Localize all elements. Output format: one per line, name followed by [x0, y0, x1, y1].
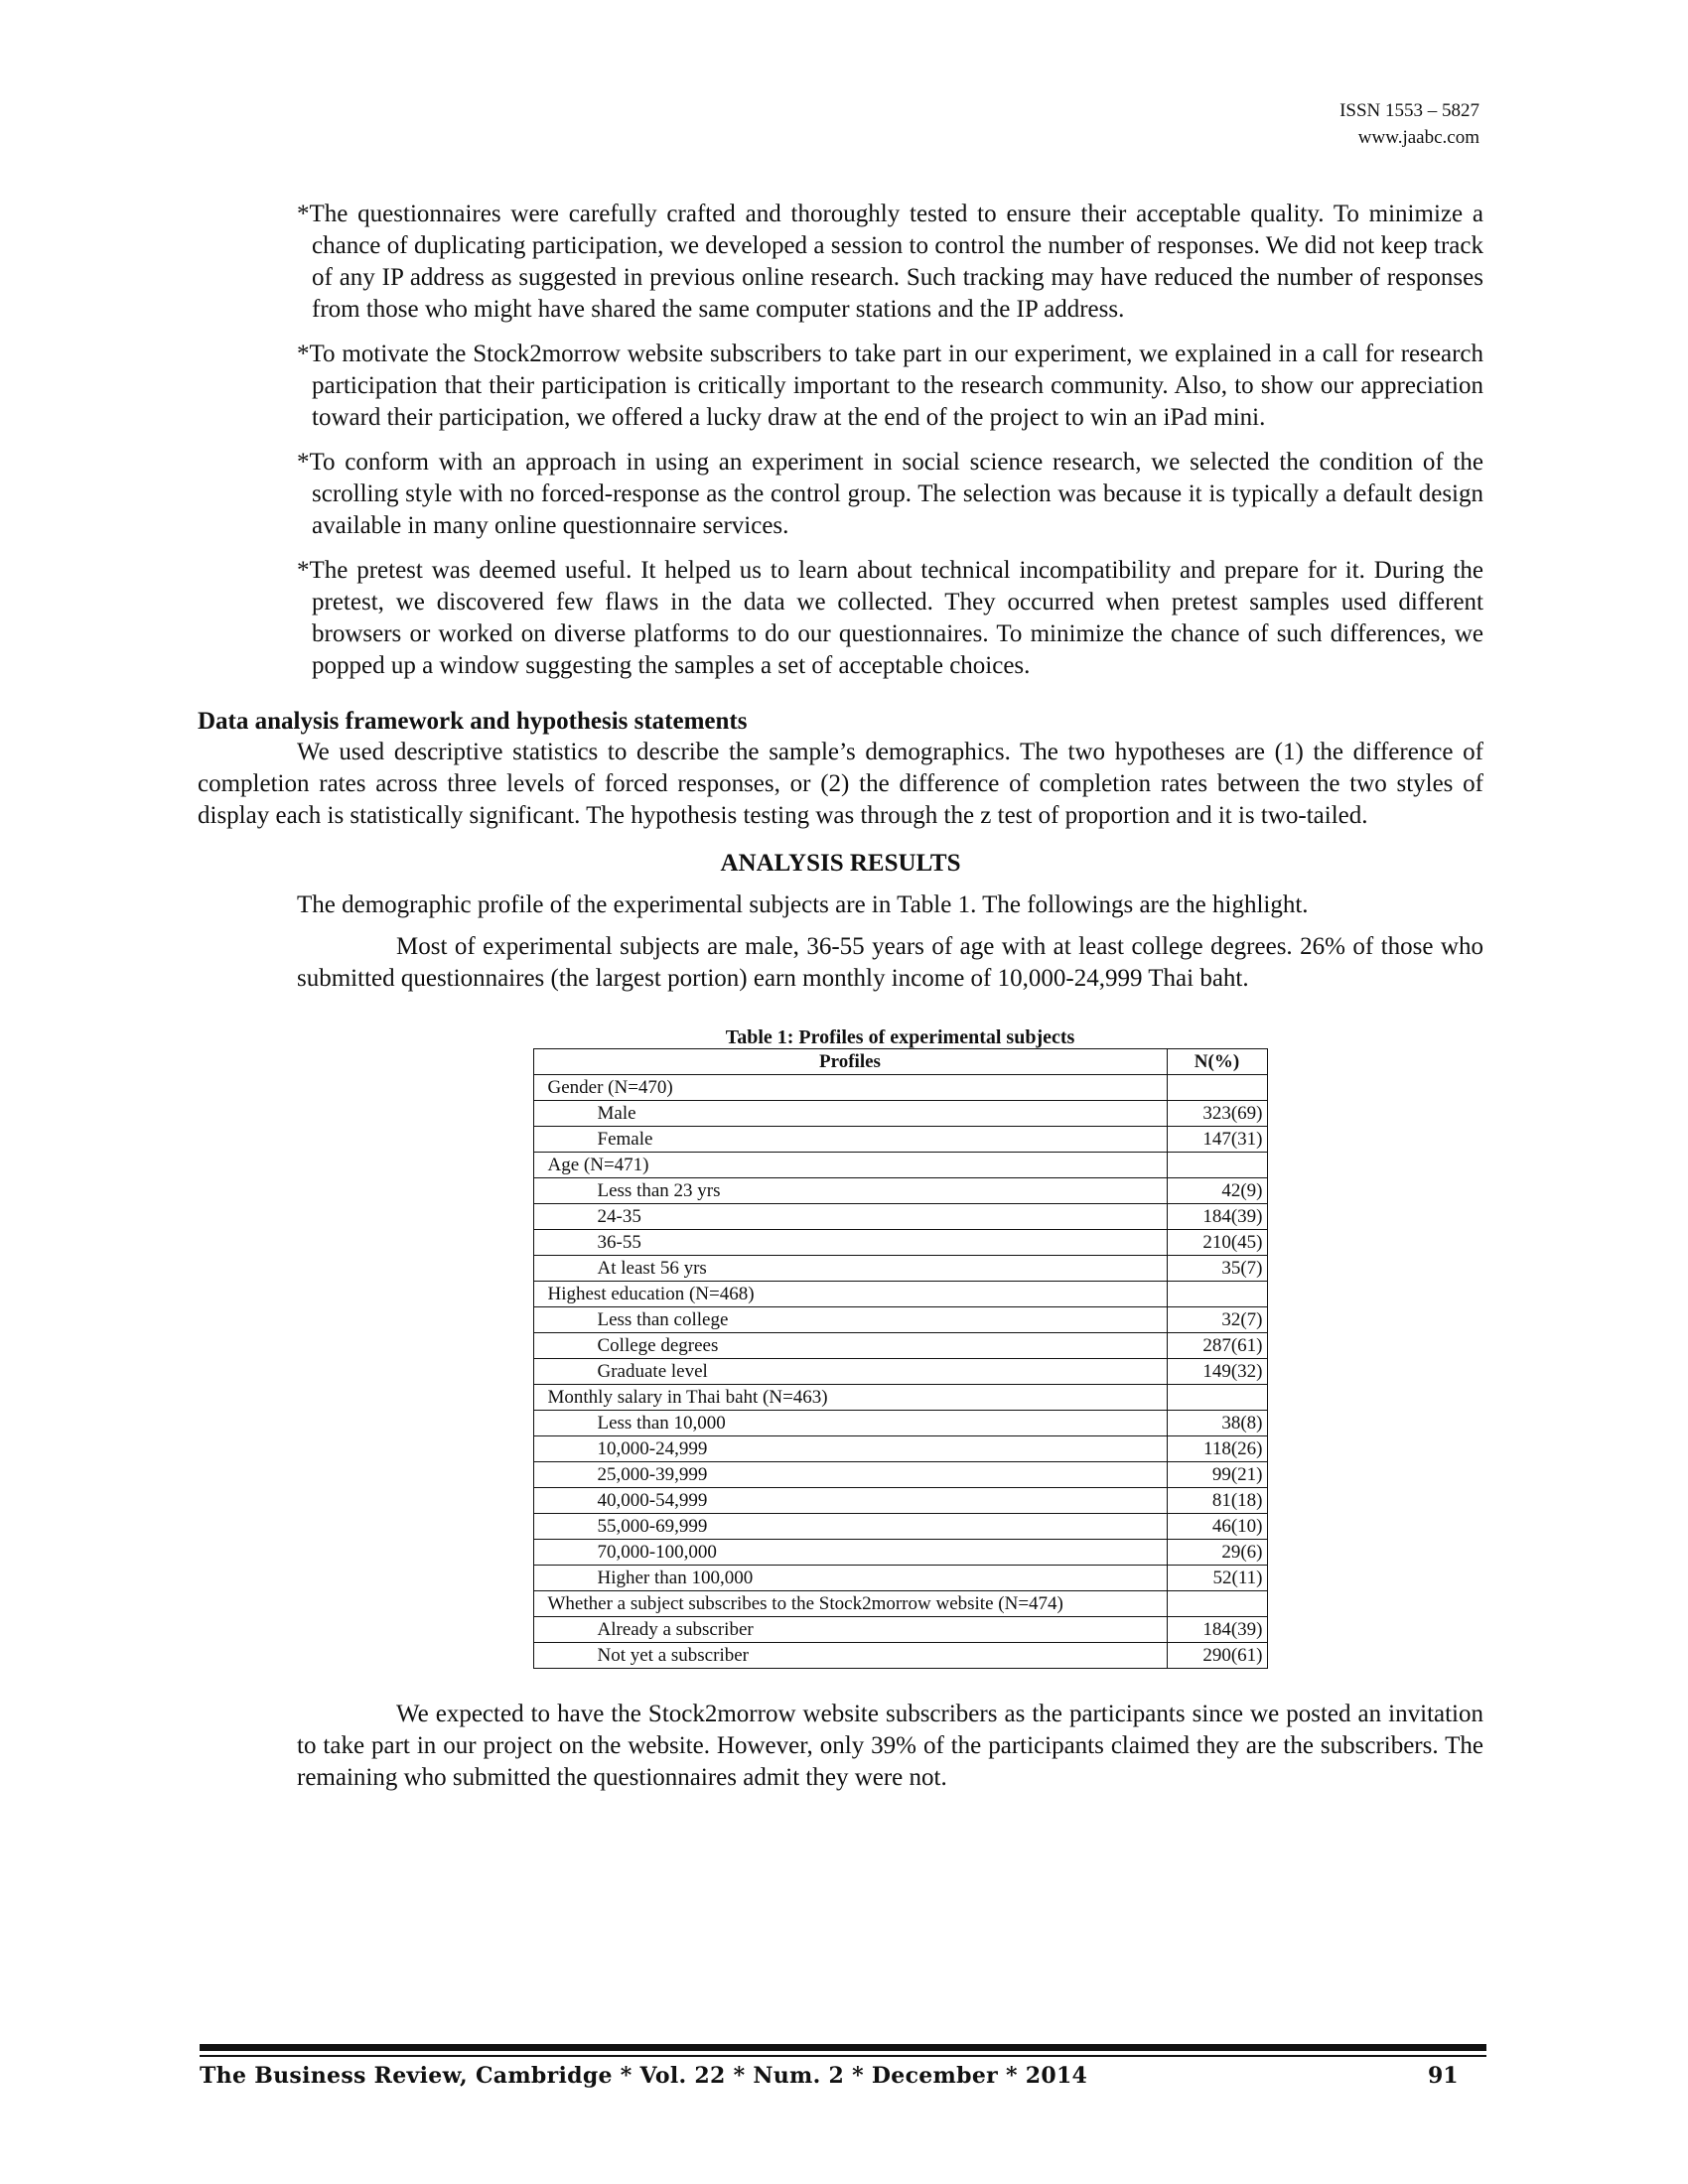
table-group-label: Whether a subject subscribes to the Stock2morrow website (N=474)	[533, 1591, 1167, 1617]
results-highlight: Most of experimental subjects are male, 36-55 years of age with at least college degrees. 26% of those who submitted questionnaires (the largest portion) earn monthly income of 10,000-24,999 Thai baht.	[297, 933, 1483, 992]
table-item-label: Male	[533, 1101, 1167, 1127]
table-item-label: Not yet a subscriber	[533, 1643, 1167, 1669]
table-value-cell: 118(26)	[1167, 1436, 1267, 1462]
table-row	[533, 1514, 1267, 1540]
section-heading: Data analysis framework and hypothesis statements	[198, 708, 748, 735]
results-closing: We expected to have the Stock2morrow website subscribers as the participants since we posted an invitation to take part in our project on the website. However, only 39% of the participants claimed they are the subscribers. The remaining who submitted the questionnaires admit they were not.	[297, 1701, 1483, 1791]
table-value-cell: 81(18)	[1167, 1488, 1267, 1514]
table-row	[533, 1617, 1267, 1643]
table-item-label: 70,000-100,000	[533, 1540, 1167, 1566]
table-group-label: Monthly salary in Thai baht (N=463)	[533, 1385, 1167, 1411]
issn-text: ISSN 1553 – 5827	[1339, 100, 1479, 121]
table-value-cell: 287(61)	[1167, 1333, 1267, 1359]
table-value-cell	[1167, 1385, 1267, 1411]
table-row	[533, 1204, 1267, 1230]
table-row	[533, 1178, 1267, 1204]
table-value-cell	[1167, 1282, 1267, 1307]
table-item-label: College degrees	[533, 1333, 1167, 1359]
section-paragraph: We used descriptive statistics to describe the sample’s demographics. The two hypotheses are (1) the difference of completion rates across three levels of forced responses, or (2) the difference of completion rates between the two styles of display each is statistically significant. The hypothesis testing was through the z test of proportion and it is two-tailed.	[198, 739, 1483, 829]
table-row	[533, 1540, 1267, 1566]
table-row	[533, 1436, 1267, 1462]
table-row	[533, 1307, 1267, 1333]
table-row	[533, 1385, 1267, 1411]
table-value-cell: 38(8)	[1167, 1411, 1267, 1436]
bullet-paragraph: *The questionnaires were carefully crafted and thoroughly tested to ensure their acceptable quality. To minimize a chance of duplicating participation, we developed a session to control the number of responses. We did not keep track of any IP address as suggested in previous online research. Such tracking may have reduced the number of responses from those who might have shared the same computer stations and the IP address.	[297, 201, 1483, 323]
table-item-label: 24-35	[533, 1204, 1167, 1230]
table-row	[533, 1591, 1267, 1617]
table-row	[533, 1230, 1267, 1256]
results-intro: The demographic profile of the experimental subjects are in Table 1. The followings are the highlight.	[297, 891, 1309, 918]
table-item-label: Graduate level	[533, 1359, 1167, 1385]
table-value-cell	[1167, 1153, 1267, 1178]
table-item-label: 10,000-24,999	[533, 1436, 1167, 1462]
table-value-cell: 46(10)	[1167, 1514, 1267, 1540]
profiles-table-container	[533, 1026, 1268, 1669]
table-value-cell: 99(21)	[1167, 1462, 1267, 1488]
table-body	[533, 1075, 1267, 1669]
table-item-label: Less than college	[533, 1307, 1167, 1333]
table-row	[533, 1256, 1267, 1282]
table-row	[533, 1153, 1267, 1178]
profiles-table	[533, 1048, 1268, 1669]
table-value-cell: 52(11)	[1167, 1566, 1267, 1591]
table-group-label: Age (N=471)	[533, 1153, 1167, 1178]
table-item-label: 25,000-39,999	[533, 1462, 1167, 1488]
table-row	[533, 1411, 1267, 1436]
table-item-label: Already a subscriber	[533, 1617, 1167, 1643]
table-row	[533, 1101, 1267, 1127]
table-value-cell: 35(7)	[1167, 1256, 1267, 1282]
table-caption: Table 1: Profiles of experimental subjects	[725, 1026, 1075, 1048]
footer-rule-thick	[200, 2044, 1486, 2051]
bullet-paragraph: *The pretest was deemed useful. It helped us to learn about technical incompatibility and prepare for it. During the pretest, we discovered few flaws in the data we collected. They occurred when pretest samples used different browsers or worked on diverse platforms to do our questionnaires. To minimize the chance of such differences, we popped up a window suggesting the samples a set of acceptable choices.	[297, 557, 1483, 679]
table-value-cell: 149(32)	[1167, 1359, 1267, 1385]
page-content	[198, 199, 1483, 1794]
table-group-label: Highest education (N=468)	[533, 1282, 1167, 1307]
table-row	[533, 1359, 1267, 1385]
table-item-label: 36-55	[533, 1230, 1167, 1256]
page-number: 91	[1428, 2063, 1459, 2089]
table-row	[533, 1075, 1267, 1101]
bullet-paragraph: *To motivate the Stock2morrow website subscribers to take part in our experiment, we explained in a call for research participation that their participation is critically important to the research community. Also, to show our appreciation toward their participation, we offered a lucky draw at the end of the project to win an iPad mini.	[297, 341, 1483, 431]
footer-journal-citation: The Business Review, Cambridge * Vol. 22 * Num. 2 * December * 2014	[200, 2063, 1088, 2089]
table-group-label: Gender (N=470)	[533, 1075, 1167, 1101]
table-item-label: 55,000-69,999	[533, 1514, 1167, 1540]
journal-website: www.jaabc.com	[1357, 127, 1479, 148]
table-value-cell: 184(39)	[1167, 1617, 1267, 1643]
table-row	[533, 1643, 1267, 1669]
table-value-cell: 323(69)	[1167, 1101, 1267, 1127]
table-row	[533, 1282, 1267, 1307]
table-header-row	[533, 1049, 1267, 1075]
table-row	[533, 1488, 1267, 1514]
table-value-cell: 42(9)	[1167, 1178, 1267, 1204]
table-item-label: Less than 23 yrs	[533, 1178, 1167, 1204]
table-value-cell	[1167, 1591, 1267, 1617]
table-item-label: Less than 10,000	[533, 1411, 1167, 1436]
table-value-cell: 290(61)	[1167, 1643, 1267, 1669]
table-value-cell: 32(7)	[1167, 1307, 1267, 1333]
table-item-label: Female	[533, 1127, 1167, 1153]
table-item-label: 40,000-54,999	[533, 1488, 1167, 1514]
journal-header	[1339, 97, 1479, 151]
table-item-label: At least 56 yrs	[533, 1256, 1167, 1282]
table-row	[533, 1462, 1267, 1488]
bullet-paragraph: *To conform with an approach in using an experiment in social science research, we selected the condition of the scrolling style with no forced-response as the control group. The selection was because it is typically a default design available in many online questionnaire services.	[297, 449, 1483, 539]
table-value-cell: 184(39)	[1167, 1204, 1267, 1230]
table-value-cell: 210(45)	[1167, 1230, 1267, 1256]
table-row	[533, 1333, 1267, 1359]
table-value-cell	[1167, 1075, 1267, 1101]
table-row	[533, 1127, 1267, 1153]
column-header-profiles: Profiles	[533, 1049, 1167, 1075]
table-value-cell: 147(31)	[1167, 1127, 1267, 1153]
column-header-n: N(%)	[1167, 1049, 1267, 1075]
results-heading: ANALYSIS RESULTS	[720, 850, 961, 877]
footer-rule-thin	[200, 2055, 1486, 2057]
table-value-cell: 29(6)	[1167, 1540, 1267, 1566]
table-item-label: Higher than 100,000	[533, 1566, 1167, 1591]
table-row	[533, 1566, 1267, 1591]
